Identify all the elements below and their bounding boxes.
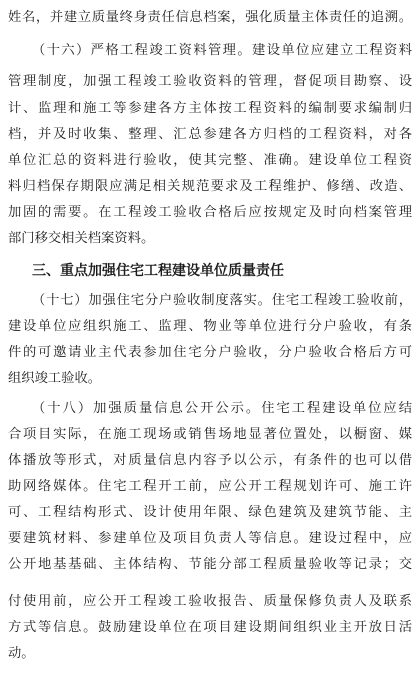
text-line: 料归档保存期限应满足相关规范要求及工程维护、修缮、改造、 <box>8 179 412 194</box>
text-line: 付使用前，应公开工程竣工验收报告、质量保修负责人及联系 <box>8 594 412 609</box>
text-line: 要建筑材料、参建单位及项目负责人等信息。建设过程中，应 <box>8 531 412 546</box>
text-line: 体播放等形式，对质量信息内容予以公示，有条件的也可以借 <box>8 453 412 468</box>
text-line: 姓名，并建立质量终身责任信息档案，强化质量主体责任的追溯。 <box>8 10 412 25</box>
text-line: 加固的需要。在工程竣工验收合格后应按规定及时向档案管理 <box>8 205 412 220</box>
text-line: （十八）加强质量信息公开公示。住宅工程建设单位应结 <box>32 401 412 416</box>
text-line: （十六）严格工程竣工资料管理。建设单位应建立工程资料 <box>32 43 412 58</box>
text-line: 组织竣工验收。 <box>8 371 102 386</box>
text-line: 件的可邀请业主代表参加住宅分户验收，分户验收合格后方可 <box>8 345 412 360</box>
text-line: 助网络媒体。住宅工程开工前，应公开工程规划许可、施工许 <box>8 479 412 494</box>
text-line: 档，并及时收集、整理、汇总参建各方归档的工程资料，对各 <box>8 127 412 142</box>
text-line: 计、监理和施工等参建各方主体按工程资料的编制要求编制归 <box>8 101 412 116</box>
text-line: 公开地基基础、主体结构、节能分部工程质量验收等记录；交 <box>8 557 412 572</box>
text-line: 方式等信息。鼓励建设单位在项目建设期间组织业主开放日活 <box>8 620 412 635</box>
text-line: 单位汇总的资料进行验收，使其完整、准确。建设单位工程资 <box>8 153 412 168</box>
text-line: （十七）加强住宅分户验收制度落实。住宅工程竣工验收前， <box>32 293 412 308</box>
text-line: 建设单位应组织施工、监理、物业等单位进行分户验收，有条 <box>8 319 412 334</box>
section-heading: 三、重点加强住宅工程建设单位质量责任 <box>32 263 284 279</box>
text-line: 部门移交相关档案资料。 <box>8 231 155 246</box>
text-line: 管理制度，加强工程竣工验收资料的管理，督促项目勘察、设 <box>8 74 412 89</box>
text-line: 动。 <box>8 646 35 661</box>
text-line: 合项目实际，在施工现场或销售场地显著位置处，以橱窗、媒 <box>8 427 412 442</box>
text-line: 可、工程结构形式、设计使用年限、绿色建筑及建筑节能、主 <box>8 505 412 520</box>
